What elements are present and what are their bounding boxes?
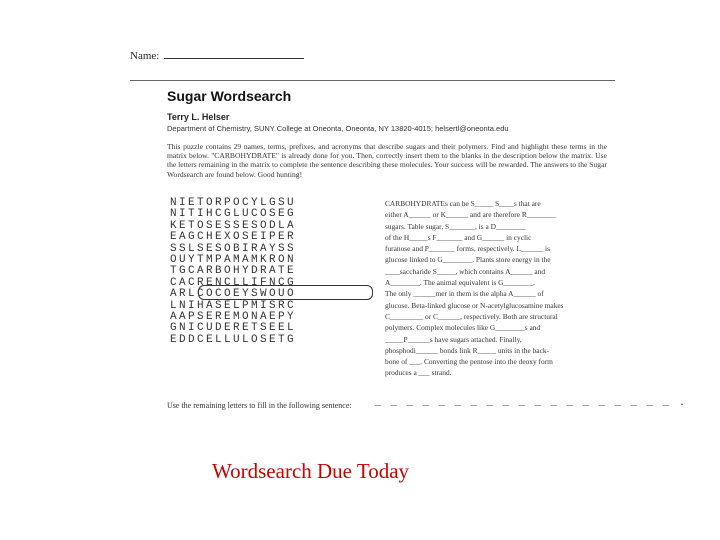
grid-row: CACRENCLLIFNCG — [170, 276, 297, 289]
description-line: furanose and P_______ forms, respectively. L______ is — [385, 244, 550, 254]
worksheet-author: Terry L. Helser — [167, 112, 230, 122]
grid-row: NIETORPOCYLGSU — [170, 197, 297, 209]
description-line: sugars. Table sugar, S_______, is a D________ — [385, 221, 526, 231]
grid-row: OUYTMPAMAMKRON — [170, 253, 297, 266]
description-line: phosphodi______ bonds link R_____ units in the back- — [385, 345, 550, 355]
grid-row: EAGCHEXOSEIPER — [170, 231, 297, 244]
description-line: polymers. Complex molecules like G________s and — [385, 323, 541, 333]
fill-in-instruction: Use the remaining letters to fill in the following sentence: — [167, 401, 352, 410]
grid-row: GNICUDERETSEEL — [170, 322, 297, 335]
answer-blanks: _ _ _ _ _ _ _ _ _ _ _ _ _ _ _ _ _ _ _ . — [375, 398, 688, 409]
description-line: produces a ___ strand. — [385, 368, 452, 378]
description-line: A________. The animal equivalent is G________. — [385, 278, 535, 288]
top-divider — [130, 80, 615, 81]
carbohydrate-highlight — [198, 285, 373, 300]
description-line: glucose. Beta-linked glucose or N-acetylglucosamine makes — [385, 300, 564, 310]
grid-row: AAPSEREMONAEPY — [170, 310, 297, 323]
description-line: either A______ or K______ and are therefore R________ — [385, 210, 557, 220]
description-line: C_________ or C______, respectively. Both are structural — [385, 311, 558, 321]
name-blank — [164, 48, 304, 59]
grid-row: KETOSESSESODLA — [170, 219, 297, 232]
description-line: glucose linked to G________. Plants store energy in the — [385, 255, 551, 265]
grid-row: EDDCELLULOSETG — [170, 333, 297, 346]
grid-row: LNIHASELPMISRC — [170, 299, 297, 312]
description-line: CARBOHYDRATEs can be S_____ S____s that are — [385, 199, 541, 208]
due-today-caption: Wordsearch Due Today — [212, 459, 410, 483]
description-line: bone of ___. Converting the pentose into the deoxy form — [385, 357, 553, 367]
worksheet-intro: This puzzle contains 29 names, terms, prefixes, and acronyms that describe sugars and their polymers. Find and highlight these terms in the matrix below. "CARBOHYDRATE" is already done for you. Then, correctly insert them to the blanks in the description below the matrix. Use the letters remaining in the matrix to complete the sentence describing these molecules. Your success will be rewarded. The answers to the Sugar Wordsearch are found below. Good hunting! — [167, 142, 607, 179]
grid-row: NITIHCGLUCOSEG — [170, 208, 297, 221]
name-label: Name: — [130, 50, 160, 62]
description-line: _____P______s have sugars attached. Finally, — [385, 334, 522, 344]
description-paragraph — [385, 198, 597, 379]
description-line: ____saccharide S_____, which contains A______ and — [385, 266, 546, 276]
letter-grid — [170, 198, 296, 346]
description-line: The only ______mer in them is the alpha A______ of — [385, 289, 544, 299]
worksheet-affiliation: Department of Chemistry, SUNY College at Oneonta, Oneonta, NY 13820-4015; helsertl@oneonta.edu — [167, 124, 509, 133]
grid-row: ARLCOCOEYSWOUO — [170, 288, 297, 301]
grid-row: SSLSESOBIRAYSS — [170, 242, 297, 255]
description-line: of the H_____s F_______ and G______ in cyclic — [385, 232, 532, 242]
name-field — [130, 48, 304, 62]
worksheet-title: Sugar Wordsearch — [167, 88, 292, 104]
grid-row: TGCARBOHYDRATE — [170, 265, 297, 278]
